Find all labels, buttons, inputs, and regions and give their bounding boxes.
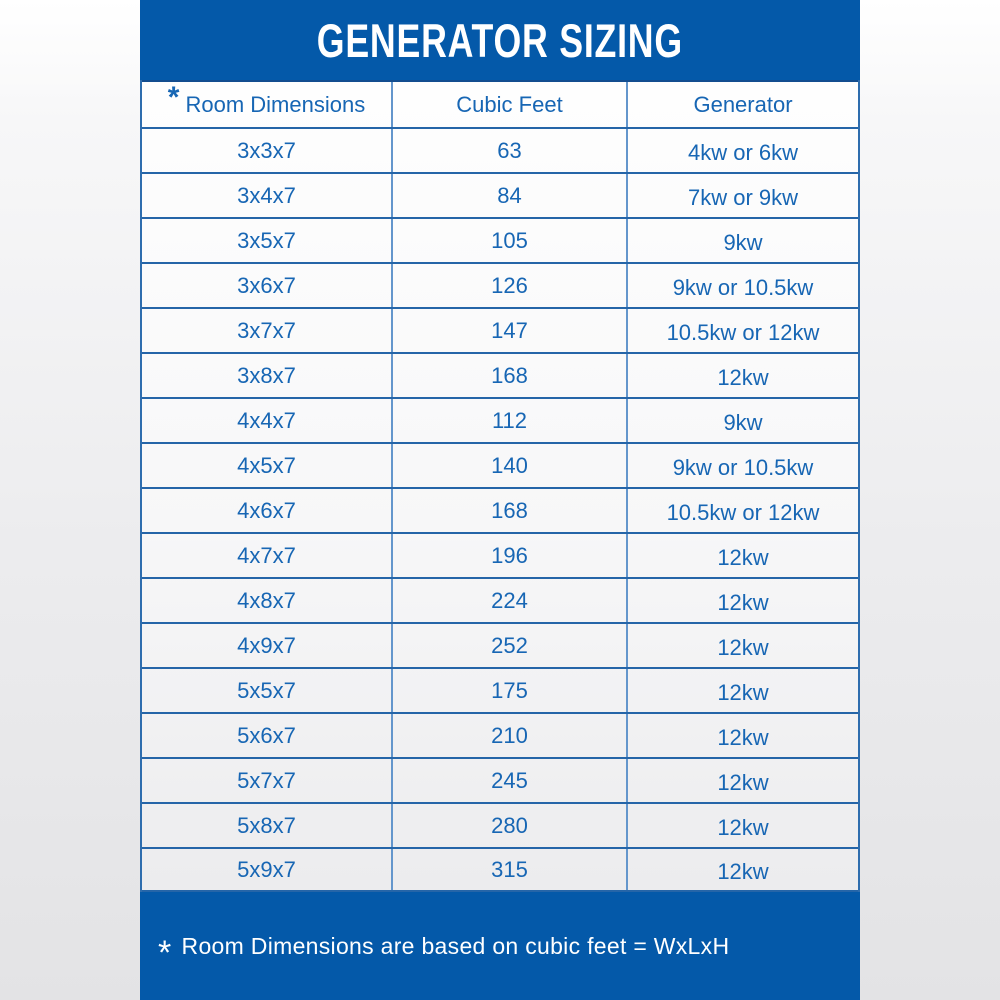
table-header-row [142, 80, 858, 127]
table-row [142, 127, 858, 172]
table-row [142, 532, 858, 577]
cell-cubic-feet: 210 [391, 714, 628, 757]
cell-room-dimensions: 3x3x7 [237, 137, 296, 163]
table-row [142, 712, 858, 757]
cell-cubic-feet: 196 [391, 534, 628, 577]
cell-generator: 9kw or 10.5kw [672, 275, 814, 300]
cell-room-dimensions: 5x8x7 [237, 812, 296, 838]
cell-generator: 10.5kw or 12kw [666, 500, 820, 525]
cell-cubic-feet: 245 [391, 759, 628, 802]
cell-room-dimensions: 4x9x7 [237, 632, 296, 658]
table-row [142, 577, 858, 622]
cell-room-dimensions: 4x7x7 [237, 542, 296, 568]
table-row [142, 667, 858, 712]
cell-room-dimensions: 3x7x7 [237, 317, 296, 343]
table-row [142, 847, 858, 892]
cell-cubic-feet: 112 [391, 399, 628, 442]
cell-cubic-feet: 252 [391, 624, 628, 667]
cell-room-dimensions: 4x6x7 [237, 497, 296, 523]
table-row [142, 487, 858, 532]
column-header-room-dimensions [142, 82, 391, 127]
cell-cubic-feet: 84 [391, 174, 628, 217]
cell-cubic-feet: 147 [391, 309, 628, 352]
footer-note-text: Room Dimensions are based on cubic feet = WxLxH [181, 932, 730, 959]
table-row [142, 217, 858, 262]
table-row [142, 307, 858, 352]
cell-generator: 12kw [717, 680, 769, 705]
cell-generator: 10.5kw or 12kw [666, 320, 820, 345]
cell-room-dimensions: 5x9x7 [237, 856, 296, 882]
cell-cubic-feet: 105 [391, 219, 628, 262]
footer-note-band: * Room Dimensions are based on cubic feet = WxLxH [158, 932, 730, 972]
cell-cubic-feet: 280 [391, 804, 628, 847]
cell-cubic-feet: 126 [391, 264, 628, 307]
table-row [142, 172, 858, 217]
cell-room-dimensions: 4x4x7 [237, 407, 296, 433]
cell-generator: 12kw [717, 770, 769, 795]
cell-room-dimensions: 5x6x7 [237, 722, 296, 748]
cell-generator: 9kw [723, 410, 763, 435]
table-row [142, 352, 858, 397]
cell-generator: 9kw [723, 230, 763, 255]
generator-sizing-panel [140, 0, 860, 1000]
cell-generator: 12kw [717, 545, 769, 570]
table-row [142, 802, 858, 847]
cell-cubic-feet: 168 [391, 489, 628, 532]
cell-cubic-feet: 63 [391, 129, 628, 172]
cell-room-dimensions: 5x5x7 [237, 677, 296, 703]
table-row [142, 622, 858, 667]
table-row [142, 442, 858, 487]
cell-room-dimensions: 3x8x7 [237, 362, 296, 388]
cell-room-dimensions: 3x5x7 [237, 227, 296, 253]
cell-cubic-feet: 140 [391, 444, 628, 487]
cell-generator: 12kw [717, 725, 769, 750]
cell-cubic-feet: 224 [391, 579, 628, 622]
generator-sizing-table [140, 80, 860, 892]
table-row [142, 757, 858, 802]
cell-room-dimensions: 5x7x7 [237, 767, 296, 793]
table-body [142, 127, 858, 892]
cell-generator: 7kw or 9kw [687, 185, 799, 210]
cell-room-dimensions: 3x6x7 [237, 272, 296, 298]
table-row [142, 262, 858, 307]
column-header-cubic-feet [391, 82, 628, 127]
column-header-label: Generator [693, 91, 793, 117]
cell-generator: 9kw or 10.5kw [672, 455, 814, 480]
asterisk-icon: * [167, 82, 180, 114]
cell-cubic-feet: 168 [391, 354, 628, 397]
cell-generator: 12kw [717, 815, 769, 840]
column-header-generator [628, 82, 858, 127]
table-row [142, 397, 858, 442]
column-header-label: Room Dimensions [185, 91, 366, 117]
cell-generator: 12kw [717, 365, 769, 390]
cell-cubic-feet: 315 [391, 849, 628, 890]
cell-generator: 12kw [717, 590, 769, 615]
title-band [140, 0, 860, 80]
cell-generator: 4kw or 6kw [687, 140, 799, 165]
cell-room-dimensions: 4x5x7 [237, 452, 296, 478]
cell-room-dimensions: 4x8x7 [237, 587, 296, 613]
cell-generator: 12kw [717, 859, 769, 884]
cell-room-dimensions: 3x4x7 [237, 182, 296, 208]
cell-generator: 12kw [717, 635, 769, 660]
cell-cubic-feet: 175 [391, 669, 628, 712]
page-title: GENERATOR SIZING [316, 13, 684, 67]
column-header-label: Cubic Feet [456, 91, 563, 117]
